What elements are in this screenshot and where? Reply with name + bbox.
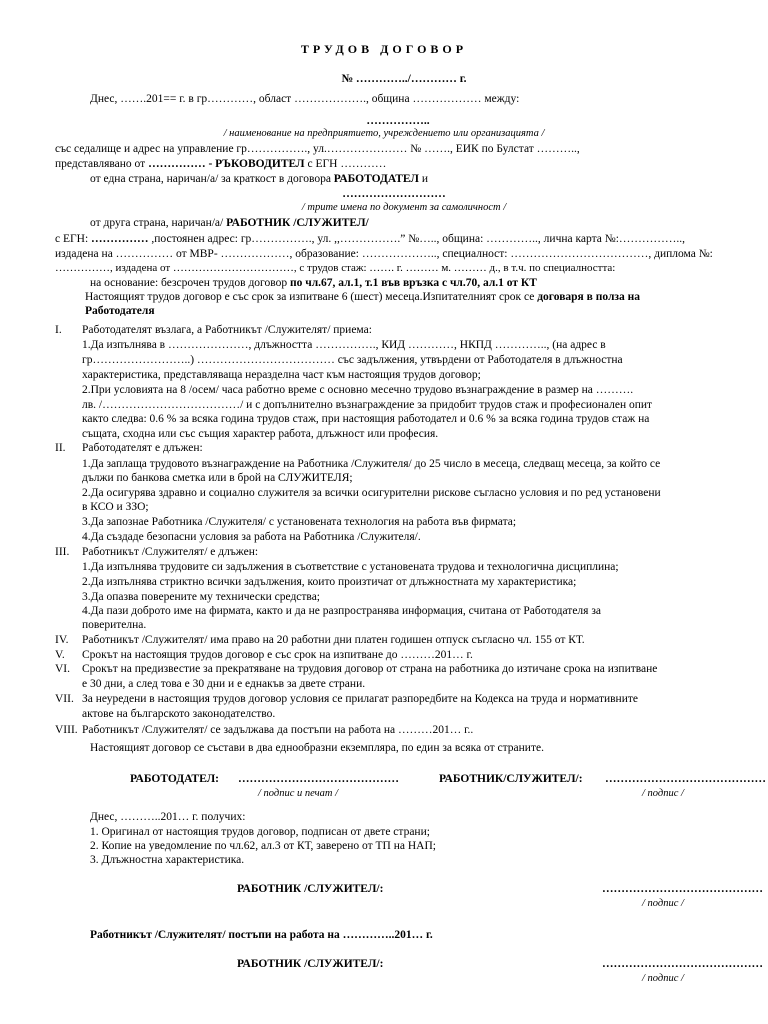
section-line: 3.Да запознае Работника /Служителя/ с установената технология на работа във фирмата; [82, 516, 517, 528]
received-item: 3. Длъжностна характеристика. [90, 854, 245, 866]
copies-line: Настоящият договор се състави в два еднообразни екземпляра, по един за всяка от страните. [90, 742, 544, 754]
section-number: VI. [55, 663, 71, 675]
worker-egn-line: с ЕГН: …………… ,постоянен адрес: гр……………., ул. ,,…………….” №….., община: ………….., лична карта №:…………….., [55, 233, 686, 245]
section-line: 1.Да изпълнява в …………………, длъжността ……………., КИД …………, НКПД ………….., (на адрес в [82, 339, 606, 351]
received-line: Днес, ………..201… г. получих: [90, 811, 246, 823]
section-line: гр……………………..) ……………………………… със задължения, утвърдени от Работодателя в длъжностна [82, 354, 623, 366]
representative-egn: с ЕГН ………… [304, 158, 387, 170]
section-number: VII. [55, 693, 74, 705]
worker-id-line: издадена на …………… от МВР- ………………, образование: ……………….., специалност: ………………………………, диплома №: [55, 248, 713, 260]
section-number: IV. [55, 634, 69, 646]
section-line: 4.Да създаде безопасни условия за работа на Работника /Служителя/. [82, 531, 421, 543]
worker-experience-line: ……………, издадена от ……………………………, с трудов стаж: ……. г. ……… м. ……… д., в т.ч. по специалността: [55, 262, 616, 274]
representative-title: …………… - РЪКОВОДИТЕЛ [148, 158, 305, 170]
worker-name-placeholder: ……………………… [342, 188, 446, 200]
section-line: 4.Да пази доброто име на фирмата, както и да не разпространява информация, считана от Работодателя за [82, 605, 601, 617]
section-line: 3.Да опазва поверените му технически средства; [82, 591, 320, 603]
received-item: 1. Оригинал от настоящия трудов договор, подписан от двете страни; [90, 826, 430, 838]
seat-address-line: със седалище и адрес на управление гр……………., ул.………………… № ……., ЕИК по Булстат ……….., [55, 143, 580, 155]
section-line: Срокът на настоящия трудов договор е със срок на изпитване до ………201… г. [82, 649, 473, 661]
section-line: същата, сходна или със същия характер работа, длъжност или професия. [82, 428, 439, 440]
section-line: както следва: 0.6 % за всяка година трудов стаж, при настоящия работодател и 0.6 % за всяка година трудов стаж на [82, 413, 650, 425]
worker-sign-line: …………………………………… [605, 773, 766, 785]
section-line: Работникът /Служителят/ се задължава да постъпи на работа на ………201… г.. [82, 724, 474, 736]
worker-designation: от друга страна, наричан/а/ РАБОТНИК /СЛУЖИТЕЛ/ [90, 217, 369, 229]
received-item: 2. Копие на уведомление по чл.62, ал.3 от КТ, заверено от ТП на НАП; [90, 840, 436, 852]
section-line: За неуредени в настоящия трудов договор условия се прилагат разпоредбите на Кодекса на труда и нормативните [82, 693, 638, 705]
section-number: V. [55, 649, 65, 661]
document-title: ТРУДОВ ДОГОВОР [300, 42, 468, 56]
section-number: II. [55, 442, 66, 454]
worker-sign3-line: …………………………………… [602, 958, 763, 970]
section-line: е 30 дни, а след това е 30 дни и е еднакъв за двете страни. [82, 678, 366, 690]
contract-number: № …………../………… г. [341, 73, 467, 85]
worker-sign-label: РАБОТНИК/СЛУЖИТЕЛ/: [439, 773, 583, 785]
employer-caption: / наименование на предприятието, учреждението или организацията / [223, 128, 545, 139]
representative-prefix: представлявано от [55, 158, 146, 170]
employer-sign-label: РАБОТОДАТЕЛ: [130, 773, 220, 785]
section-line: лв. /………………………………/ и с допълнително възнаграждение за придобит трудов стаж и професионален опит [82, 399, 653, 411]
worker-term: РАБОТНИК /СЛУЖИТЕЛ/ [226, 217, 369, 229]
section-line: 2.Да изпълнява стриктно всички задължения, които произтичат от длъжностната му характеристика; [82, 576, 577, 588]
representative-line [55, 157, 386, 171]
legal-basis-article: по чл.67, ал.1, т.1 във връзка с чл.70, ал.1 от КТ [289, 277, 537, 289]
section-line: Работодателят е длъжен: [82, 442, 203, 454]
worker-sign3-label: РАБОТНИК /СЛУЖИТЕЛ/: [237, 958, 384, 970]
worker-sign2-line: …………………………………… [602, 883, 763, 895]
section-line: актове на българското законодателство. [82, 708, 276, 720]
legal-basis-line: на основание: безсрочен трудов договор по чл.67, ал.1, т.1 във връзка с чл.70, ал.1 от КТ [90, 277, 537, 289]
section-line: Работодателят възлага, а Работникът /Служителят/ приема: [82, 324, 372, 336]
employer-name-placeholder: …………….. [366, 115, 430, 127]
employer-sign-caption: / подпис и печат / [258, 788, 339, 799]
section-line: 2.При условията на 8 /осем/ часа работно време с основно месечно трудово възнаграждение в размер на ………. [82, 384, 634, 396]
worker-sign-caption: / подпис / [642, 788, 684, 799]
section-line: Работникът /Служителят/ е длъжен: [82, 546, 259, 558]
worker-sign3-caption: / подпис / [642, 973, 684, 984]
worker-sign2-label: РАБОТНИК /СЛУЖИТЕЛ/: [237, 883, 384, 895]
section-line: 1.Да заплаща трудовото възнаграждение на Работника /Служителя/ до 25 число в месеца, следващ месеца, за който се [82, 458, 661, 470]
section-number: VIII. [55, 724, 78, 736]
worker-caption: / трите имена по документ за самоличност / [301, 202, 507, 213]
trial-period-line-2: Работодателя [85, 305, 155, 317]
date-place-line: Днес, …….201== г. в гр…………, област ………………., община ……………… между: [90, 93, 520, 105]
section-line: поверителна. [82, 619, 147, 631]
trial-period-line: Настоящият трудов договор е със срок за изпитване 6 (шест) месеца.Изпитателният срок се договаря в полза на [85, 291, 641, 303]
section-line: Работникът /Служителят/ има право на 20 работни дни платен годишен отпуск съгласно чл. 155 от КТ. [82, 634, 585, 646]
section-line: в КСО и ЗЗО; [82, 501, 149, 513]
section-line: Срокът на предизвестие за прекратяване на трудовия договор от страна на работника до изтичане срока на изпитване [82, 663, 658, 675]
section-number: I. [55, 324, 62, 336]
section-line: характеристика, представляваща неразделна част към настоящия трудов договор; [82, 369, 481, 381]
employer-designation: от една страна, наричан/а/ за краткост в договора РАБОТОДАТЕЛ и [90, 173, 429, 185]
employer-sign-line: …………………………………… [238, 773, 399, 785]
section-line: 1.Да изпълнява трудовите си задължения в съответствие с установената трудова и технологична дисциплина; [82, 561, 619, 573]
employer-term: РАБОТОДАТЕЛ [333, 173, 419, 185]
worker-sign2-caption: / подпис / [642, 898, 684, 909]
section-line: дължи по банкова сметка или в брой на СЛУЖИТЕЛЯ; [82, 472, 353, 484]
section-line: 2.Да осигурява здравно и социално служителя за всички осигурителни рискове съгласно условия и по ред установени [82, 487, 661, 499]
started-work-line: Работникът /Служителят/ постъпи на работа на …………..201… г. [90, 929, 433, 941]
section-number: III. [55, 546, 70, 558]
